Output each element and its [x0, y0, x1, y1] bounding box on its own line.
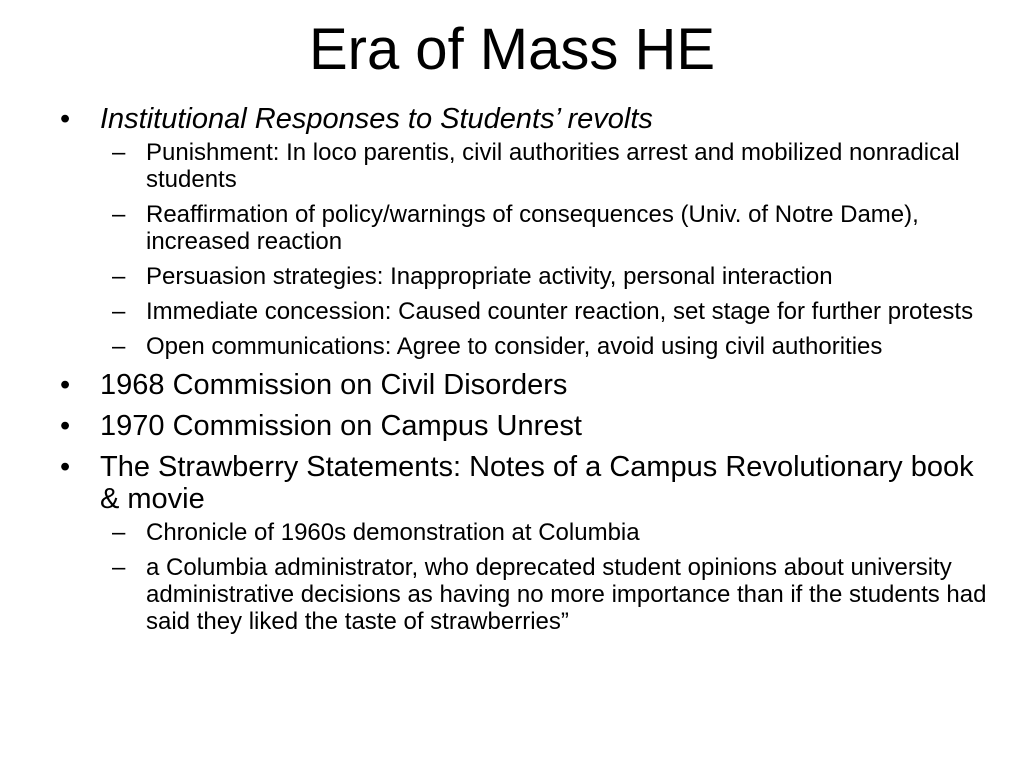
slide-title: Era of Mass HE	[308, 17, 716, 82]
dash-icon: –	[112, 554, 126, 581]
dash-icon: –	[112, 201, 126, 228]
sub-bullet-text: Reaffirmation of policy/warnings of consequences (Univ. of Notre Dame), increased reaction	[146, 201, 919, 255]
dash-icon: –	[112, 333, 126, 360]
sub-bullet-item	[100, 201, 990, 255]
sub-bullet-text: a Columbia administrator, who deprecated student opinions about university administrative decisions as having no more importance than if the students had said they liked the taste of strawberries”	[146, 554, 987, 635]
sub-bullet-text: Chronicle of 1960s demonstration at Columbia	[146, 519, 640, 546]
slide-body	[60, 103, 990, 644]
sub-bullet-text: Open communications: Agree to consider, avoid using civil authorities	[146, 333, 883, 360]
sub-bullet-item	[100, 139, 990, 193]
bullet-text: The Strawberry Statements: Notes of a Campus Revolutionary book & movie	[100, 451, 974, 515]
dash-icon: –	[112, 263, 126, 290]
sub-bullet-item	[100, 298, 990, 325]
sub-bullet-text: Persuasion strategies: Inappropriate activity, personal interaction	[146, 263, 833, 290]
sub-bullet-text: Punishment: In loco parentis, civil authorities arrest and mobilized nonradical students	[146, 139, 960, 193]
dash-icon: –	[112, 298, 126, 325]
sub-bullet-item	[100, 554, 990, 635]
sub-bullet-text: Immediate concession: Caused counter reaction, set stage for further protests	[146, 298, 974, 325]
bullet-item-strawberry-statements	[60, 451, 990, 635]
sub-bullet-item	[100, 333, 990, 360]
sub-bullet-item	[100, 519, 990, 546]
bullet-item-1970-commission	[60, 410, 990, 442]
bullet-text: 1970 Commission on Campus Unrest	[100, 410, 582, 442]
bullet-item-institutional-responses	[60, 103, 990, 360]
sub-bullet-list	[100, 519, 990, 635]
dash-icon: –	[112, 139, 126, 166]
bullet-text: Institutional Responses to Students’ revolts	[100, 103, 653, 135]
bullet-list	[60, 103, 990, 635]
bullet-icon: •	[60, 369, 71, 401]
bullet-icon: •	[60, 103, 71, 135]
bullet-icon: •	[60, 410, 71, 442]
bullet-item-1968-commission	[60, 369, 990, 401]
bullet-text: 1968 Commission on Civil Disorders	[100, 369, 568, 401]
dash-icon: –	[112, 519, 126, 546]
sub-bullet-list	[100, 139, 990, 360]
bullet-icon: •	[60, 451, 71, 483]
sub-bullet-item	[100, 263, 990, 290]
